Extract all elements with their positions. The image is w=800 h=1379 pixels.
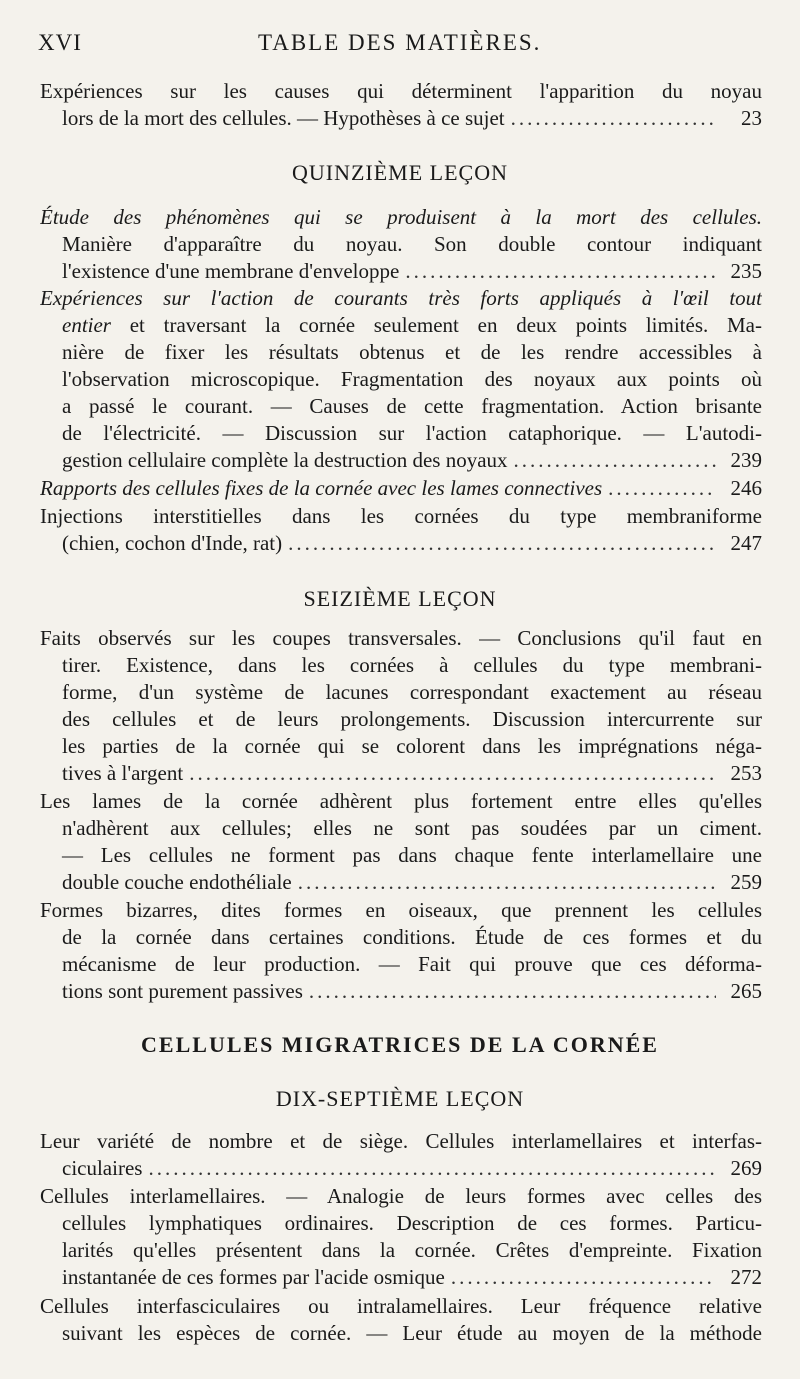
- entry-line: forme, d'un système de lacunes correspondant exactement au réseau: [62, 680, 762, 704]
- page-number: XVI: [38, 30, 82, 55]
- entry-line: [40, 530, 762, 557]
- toc-entry: [40, 204, 762, 285]
- entry-line: de la cornée dans certaines conditions. Étude de ces formes et du: [62, 925, 762, 949]
- entry-line: [40, 1264, 762, 1291]
- page-ref: 239: [730, 448, 762, 472]
- dot-leader: [298, 869, 716, 896]
- toc-entry: [40, 1183, 762, 1291]
- entry-line: [40, 258, 762, 285]
- entry-line: [40, 105, 762, 132]
- lesson-heading: QUINZIÈME LEÇON: [291, 160, 509, 185]
- page-ref: 247: [730, 531, 762, 555]
- page-ref: 265: [730, 979, 762, 1003]
- entry-line: [40, 475, 762, 502]
- entry-text: (chien, cochon d'Inde, rat): [62, 531, 283, 555]
- entry-line: suivant les espèces de cornée. — Leur étude au moyen de la méthode: [62, 1321, 762, 1345]
- dot-leader: [451, 1264, 716, 1291]
- dot-leader: [608, 475, 716, 502]
- entry-line: Expériences sur les causes qui déterminent l'apparition du noyau: [40, 79, 762, 103]
- toc-entry: [40, 625, 762, 787]
- entry-line: [40, 760, 762, 787]
- entry-line: Injections interstitielles dans les cornées du type membraniforme: [40, 504, 762, 528]
- running-header: [38, 30, 760, 66]
- dot-leader: [148, 1155, 716, 1182]
- entry-line: [40, 978, 762, 1005]
- dot-leader: [405, 258, 716, 285]
- entry-line: Formes bizarres, dites formes en oiseaux, que prennent les cellules: [40, 898, 762, 922]
- entry-text: l'existence d'une membrane d'enveloppe: [62, 259, 400, 283]
- entry-text: lors de la mort des cellules. — Hypothèses à ce sujet: [62, 106, 505, 130]
- toc-entry: [40, 503, 762, 557]
- entry-line: cellules lymphatiques ordinaires. Description de ces formes. Particu-: [62, 1211, 762, 1235]
- entry-line: Cellules interfasciculaires ou intralamellaires. Leur fréquence relative: [40, 1294, 762, 1318]
- entry-line: Étude des phénomènes qui se produisent à la mort des cellules.: [40, 205, 762, 229]
- page-ref: 269: [730, 1156, 762, 1180]
- part-heading: CELLULES MIGRATRICES DE LA CORNÉE: [141, 1032, 659, 1057]
- running-title: TABLE DES MATIÈRES.: [258, 30, 542, 55]
- entry-line: n'adhèrent aux cellules; elles ne sont pas soudées par un ciment.: [62, 816, 762, 840]
- page-ref: 235: [730, 259, 762, 283]
- page-ref: 246: [730, 476, 762, 500]
- entry-line: Faits observés sur les coupes transversales. — Conclusions qu'il faut en: [40, 626, 762, 650]
- entry-line: larités qu'elles présentent dans la cornée. Crêtes d'empreinte. Fixation: [62, 1238, 762, 1262]
- entry-line: Expériences sur l'action de courants très forts appliqués à l'œil tout: [40, 286, 762, 310]
- entry-text: double couche endothéliale: [62, 870, 292, 894]
- dot-leader: [189, 760, 716, 787]
- entry-line: entier et traversant la cornée seulement en deux points limités. Ma-: [62, 313, 762, 337]
- entry-line: Cellules interlamellaires. — Analogie de leurs formes avec celles des: [40, 1184, 762, 1208]
- dot-leader: [309, 978, 716, 1005]
- dot-leader: [288, 530, 716, 557]
- page-ref: 253: [730, 761, 762, 785]
- entry-line: de l'électricité. — Discussion sur l'action cataphorique. — L'autodi-: [62, 421, 762, 445]
- entry-text: gestion cellulaire complète la destruction des noyaux: [62, 448, 508, 472]
- entry-text: instantanée de ces formes par l'acide osmique: [62, 1265, 445, 1289]
- entry-line: — Les cellules ne forment pas dans chaque fente interlamellaire une: [62, 843, 762, 867]
- entry-text: tions sont purement passives: [62, 979, 303, 1003]
- lesson-heading: DIX-SEPTIÈME LEÇON: [275, 1086, 525, 1111]
- entry-text: tives à l'argent: [62, 761, 184, 785]
- page-ref: 23: [741, 106, 762, 130]
- toc-entry: [40, 897, 762, 1005]
- entry-line: [40, 447, 762, 474]
- lesson-heading: SEIZIÈME LEÇON: [303, 586, 497, 611]
- entry-line: Manière d'apparaître du noyau. Son double contour indiquant: [62, 232, 762, 256]
- toc-entry: [40, 788, 762, 896]
- entry-line: nière de fixer les résultats obtenus et de les rendre accessibles à: [62, 340, 762, 364]
- toc-entry: [40, 475, 762, 502]
- entry-line: des cellules et de leurs prolongements. Discussion intercurrente sur: [62, 707, 762, 731]
- dot-leader: [514, 447, 716, 474]
- entry-text: ciculaires: [62, 1156, 143, 1180]
- toc-entry: [40, 1293, 762, 1347]
- entry-line: l'observation microscopique. Fragmentation des noyaux aux points où: [62, 367, 762, 391]
- entry-line: a passé le courant. — Causes de cette fragmentation. Action brisante: [62, 394, 762, 418]
- toc-entry: [40, 1128, 762, 1182]
- page-ref: 259: [730, 870, 762, 894]
- entry-text: Rapports des cellules fixes de la cornée avec les lames connectives: [40, 476, 603, 500]
- toc-entry: [40, 285, 762, 474]
- entry-line: Leur variété de nombre et de siège. Cellules interlamellaires et interfas-: [40, 1129, 762, 1153]
- entry-line: les parties de la cornée qui se colorent dans les imprégnations néga-: [62, 734, 762, 758]
- toc-entry: [40, 78, 762, 132]
- page-ref: 272: [730, 1265, 762, 1289]
- entry-line: [40, 1155, 762, 1182]
- entry-line: mécanisme de leur production. — Fait qui prouve que ces déforma-: [62, 952, 762, 976]
- dot-leader: [511, 105, 716, 132]
- entry-line: [40, 869, 762, 896]
- entry-line: Les lames de la cornée adhèrent plus fortement entre elles qu'elles: [40, 789, 762, 813]
- entry-line: tirer. Existence, dans les cornées à cellules du type membrani-: [62, 653, 762, 677]
